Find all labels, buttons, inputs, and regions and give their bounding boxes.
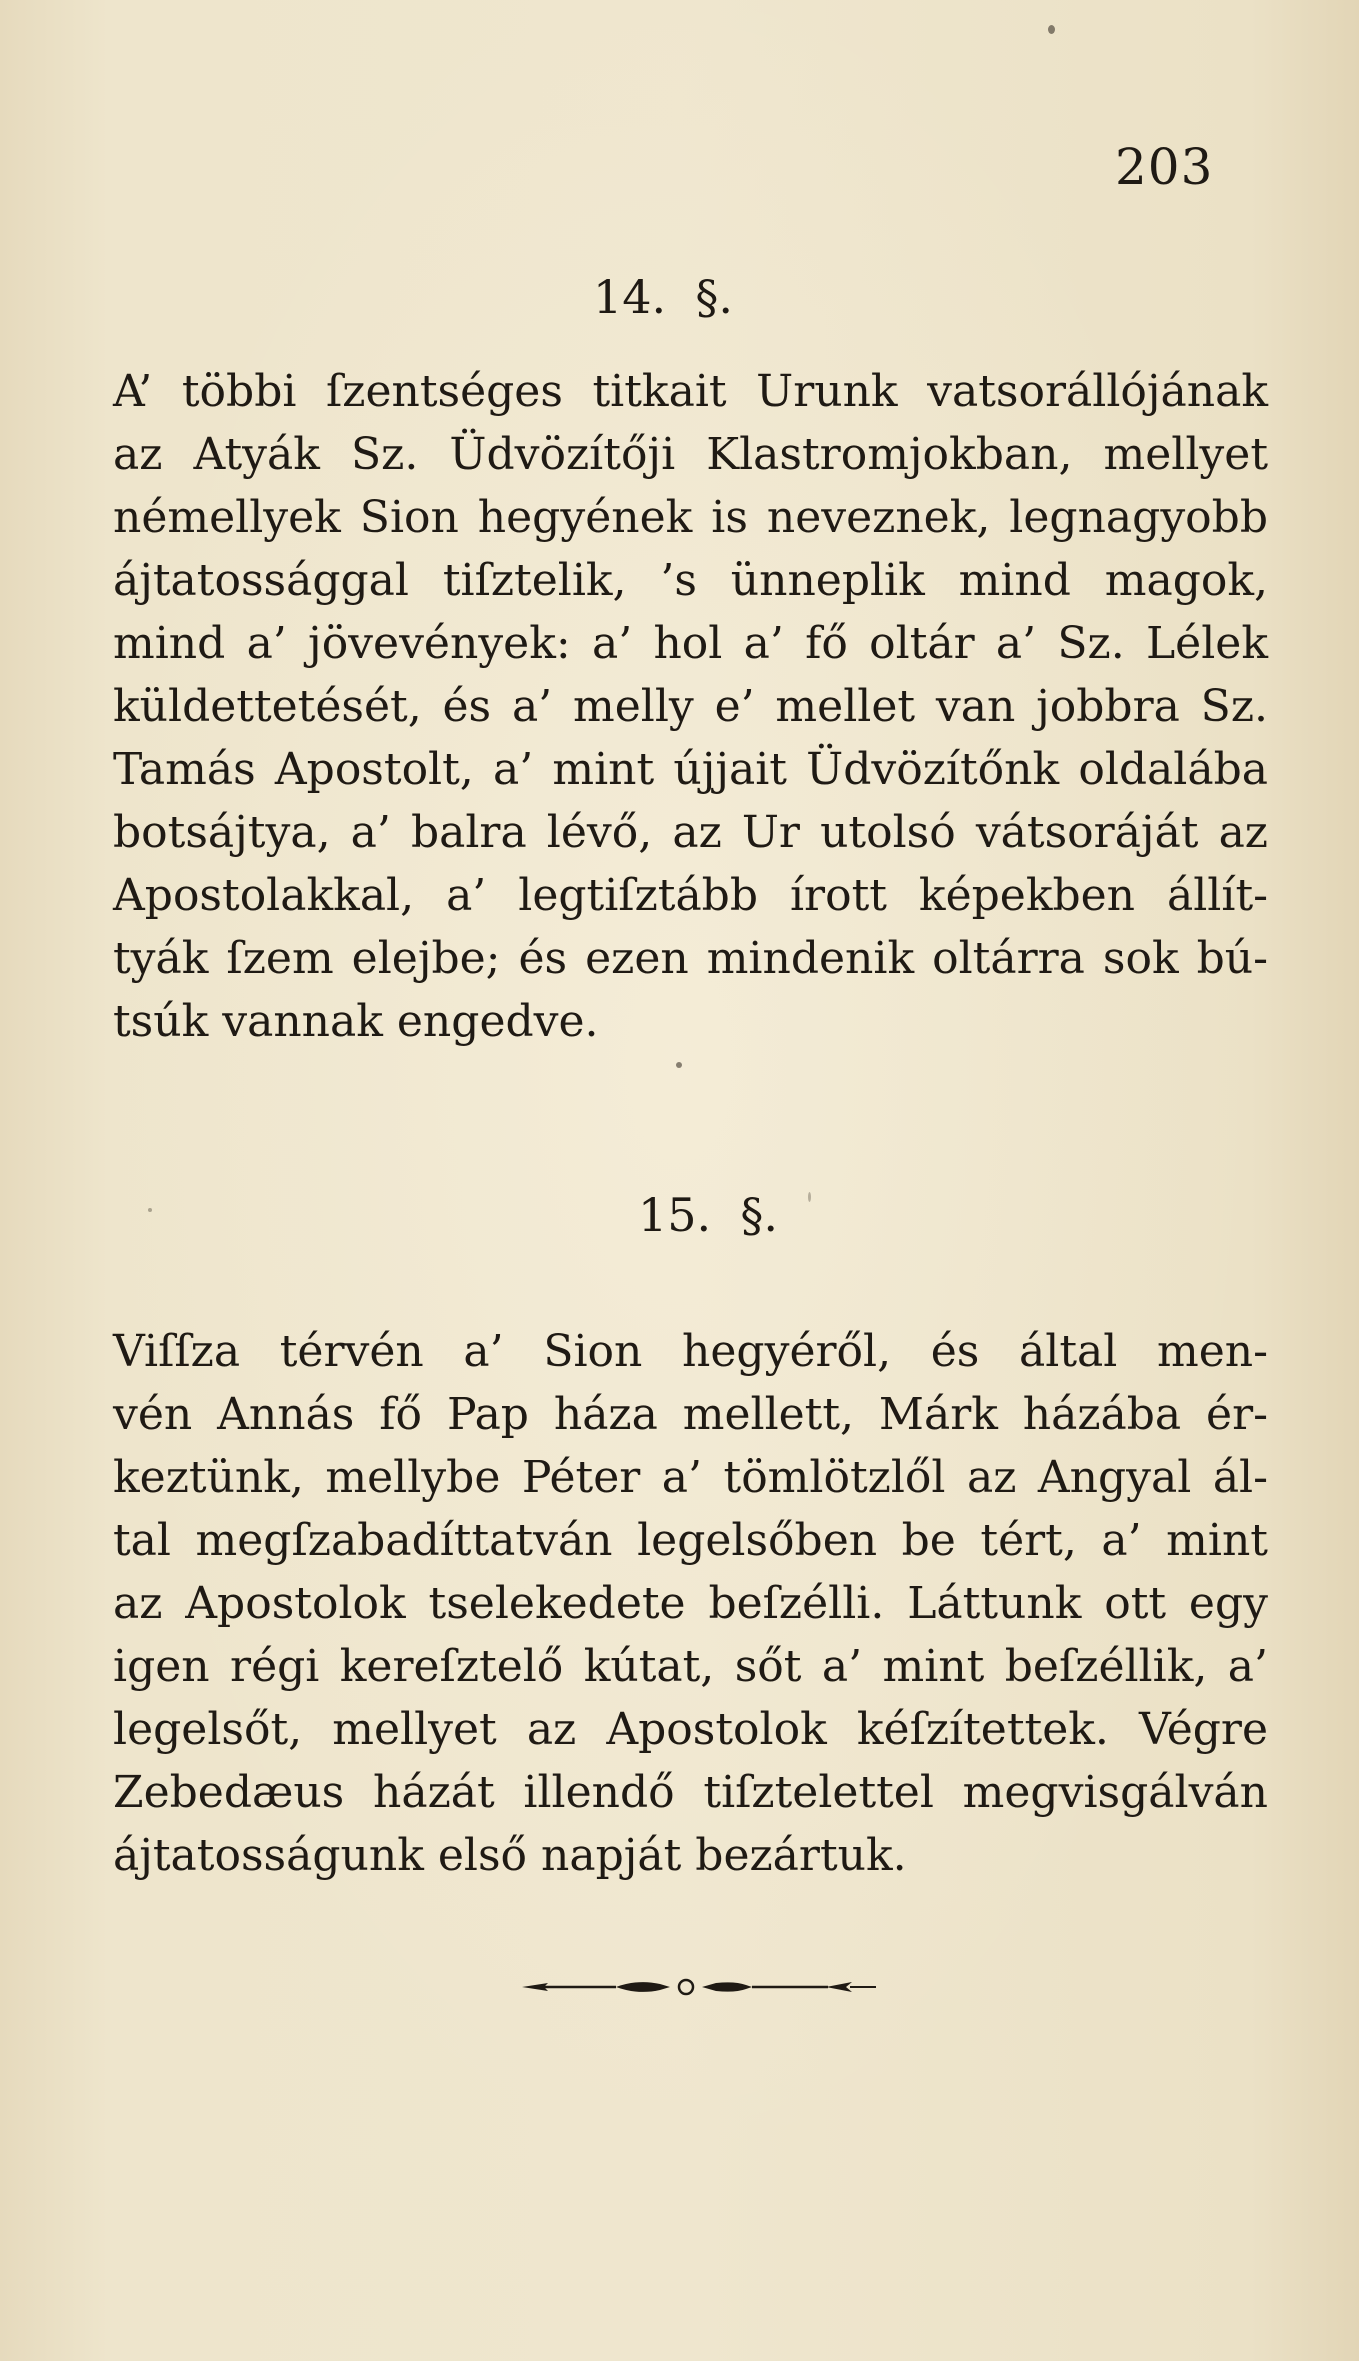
section-heading-15: 15. §. bbox=[638, 1188, 779, 1242]
paragraph-section-14 bbox=[113, 360, 1268, 1053]
text-line: mind a’ jövevények: a’ hol a’ fő oltár a’ Sz. Lélek bbox=[113, 618, 1268, 669]
divider-ornament-icon bbox=[520, 1972, 880, 2002]
text-line: az Atyák Sz. Üdvözítőji Klastromjokban, mellyet bbox=[113, 429, 1268, 480]
text-line: tal megſzabadíttatván legelsőben be tért, a’ mint bbox=[113, 1515, 1268, 1566]
text-line: küldettetését, és a’ melly e’ mellet van jobbra Sz. bbox=[113, 681, 1268, 732]
text-line: botsájtya, a’ balra lévő, az Ur utolsó vátsoráját az bbox=[113, 807, 1268, 858]
text-line: az Apostolok tselekedete beſzélli. Láttunk ott egy bbox=[113, 1578, 1268, 1629]
text-line: Apostolakkal, a’ legtiſztább írott képekben állít- bbox=[113, 870, 1268, 921]
text-line: Tamás Apostolt, a’ mint újjait Üdvözítőnk oldalába bbox=[113, 744, 1268, 795]
text-line: tsúk vannak engedve. bbox=[113, 996, 599, 1047]
paper-speck bbox=[808, 1192, 811, 1202]
text-line: A’ többi ſzentséges titkait Urunk vatsorállójának bbox=[113, 366, 1268, 417]
text-line: igen régi kereſztelő kútat, sőt a’ mint beſzéllik, a’ bbox=[113, 1641, 1268, 1692]
text-line: tyák ſzem elejbe; és ezen mindenik oltárra sok bú- bbox=[113, 933, 1268, 984]
page-number: 203 bbox=[1115, 138, 1214, 196]
text-line: legelsőt, mellyet az Apostolok kéſzítettek. Végre bbox=[113, 1704, 1268, 1755]
paper-speck bbox=[676, 1062, 682, 1068]
paragraph-section-15 bbox=[113, 1320, 1268, 1887]
paper-speck bbox=[148, 1208, 152, 1212]
text-line: némellyek Sion hegyének is neveznek, legnagyobb bbox=[113, 492, 1268, 543]
text-line: vén Annás fő Pap háza mellett, Márk házába ér- bbox=[113, 1389, 1268, 1440]
section-heading-14: 14. §. bbox=[593, 270, 734, 324]
text-line: keztünk, mellybe Péter a’ tömlötzlől az Angyal ál- bbox=[113, 1452, 1268, 1503]
text-line: ájtatosságunk első napját bezártuk. bbox=[113, 1830, 907, 1881]
paper-speck bbox=[1048, 25, 1055, 34]
text-line: Zebedæus házát illendő tiſztelettel megvisgálván bbox=[113, 1767, 1268, 1818]
text-line: ájtatossággal tiſztelik, ’s ünneplik mind magok, bbox=[113, 555, 1268, 606]
text-line: Viſſza térvén a’ Sion hegyéről, és által men- bbox=[113, 1326, 1268, 1377]
